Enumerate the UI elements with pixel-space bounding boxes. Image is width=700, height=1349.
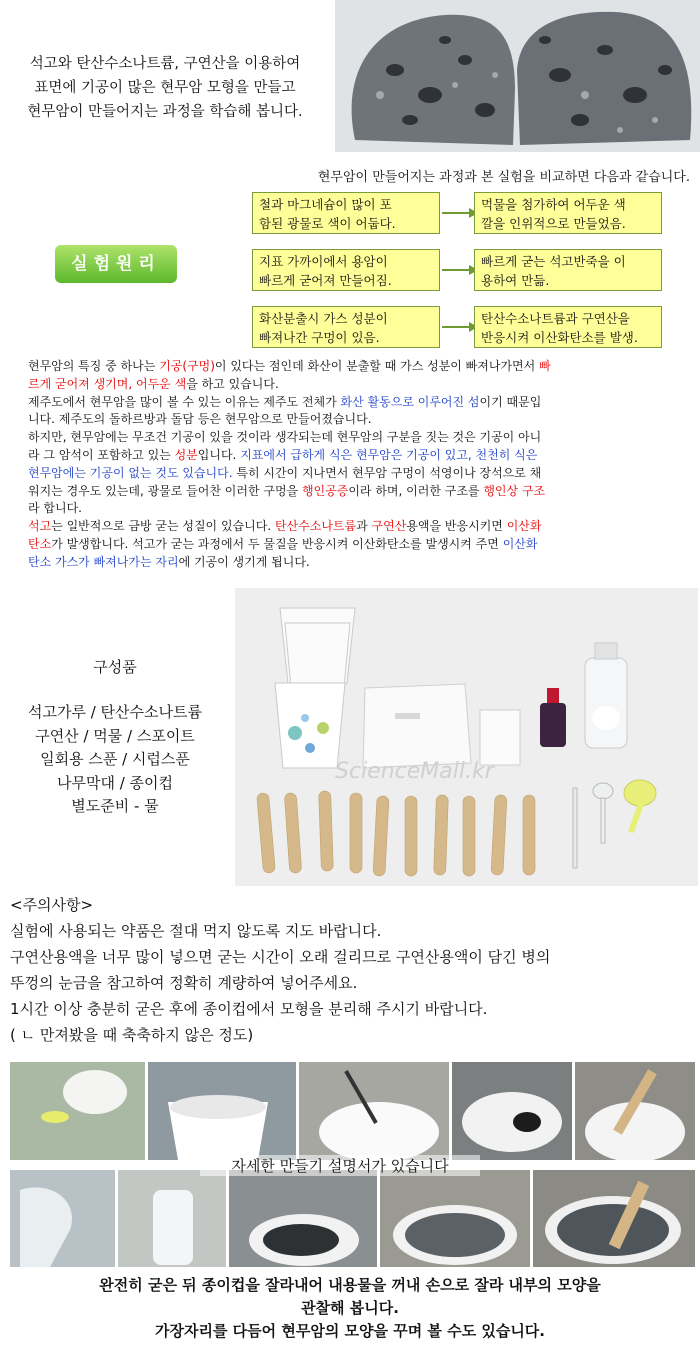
caution-line: ( ㄴ 만져봤을 때 축축하지 않은 정도) — [10, 1026, 254, 1044]
components-list — [0, 656, 230, 819]
cautions-title: <주의사항> — [10, 896, 94, 914]
final-instructions — [0, 1274, 700, 1343]
principle-box-left: 지표 가까이에서 용암이 빠르게 굳어져 만들어짐. — [252, 249, 440, 291]
components-title: 구성품 — [93, 658, 137, 676]
intro-line: 표면에 기공이 많은 현무암 모형을 만들고 — [34, 80, 296, 96]
component-item: 일회용 스푼 / 시럽스푼 — [40, 750, 190, 768]
caution-line: 실험에 사용되는 약품은 절대 먹지 않도록 지도 바랍니다. — [10, 922, 382, 940]
final-line: 가장자리를 다듬어 현무암의 모양을 꾸며 볼 수도 있습니다. — [154, 1322, 546, 1340]
caution-line: 1시간 이상 충분히 굳은 후에 종이컵에서 모형을 분리해 주시기 바랍니다. — [10, 1000, 488, 1018]
component-item: 구연산 / 먹물 / 스포이트 — [35, 726, 195, 745]
step-photo — [533, 1170, 695, 1267]
cautions — [10, 892, 700, 1048]
arrow-right-icon — [442, 321, 478, 333]
component-item: 석고가루 / 탄산수소나트륨 — [28, 703, 202, 721]
intro-line: 현무암이 만들어지는 과정을 학습해 봅니다. — [27, 104, 303, 120]
principle-box-left: 철과 마그네슘이 많이 포 함된 광물로 색이 어둡다. — [252, 192, 440, 234]
photo-caption: 자세한 만들기 설명서가 있습니다 — [200, 1155, 480, 1176]
principle-box-left: 화산분출시 가스 성분이 빠져나간 구멍이 있음. — [252, 306, 440, 348]
basalt-model-photo — [335, 0, 700, 152]
compare-heading: 현무암이 만들어지는 과정과 본 실험을 비교하면 다음과 같습니다. — [317, 170, 690, 185]
step-photo — [380, 1170, 530, 1267]
final-line: 완전히 굳은 뒤 종이컵을 잘라내어 내용물을 꺼내 손으로 잘라 내부의 모양을 — [99, 1276, 601, 1294]
kit-contents-photo — [235, 588, 698, 886]
principle-badge: 실험원리 — [55, 245, 177, 283]
caution-line: 구연산용액을 너무 많이 넣으면 굳는 시간이 오래 걸리므로 구연산용액이 담긴 병의 — [10, 948, 551, 966]
step-photo — [10, 1062, 145, 1160]
step-photo — [10, 1170, 115, 1267]
caution-line: 뚜껑의 눈금을 참고하여 정확히 계량하여 넣어주세요. — [10, 974, 358, 992]
kit-watermark: ScienceMall.kr — [335, 759, 494, 784]
arrow-right-icon — [442, 207, 478, 219]
step-photo — [452, 1062, 572, 1160]
step-photo — [299, 1062, 449, 1160]
step-photo — [148, 1062, 296, 1160]
intro-line: 석고와 탄산수소나트륨, 구연산을 이용하여 — [29, 56, 301, 72]
final-line: 관찰해 봅니다. — [301, 1299, 399, 1317]
intro-text — [0, 52, 330, 124]
arrow-right-icon — [442, 264, 478, 276]
principle-box-right: 빠르게 굳는 석고반죽을 이 용하여 만듦. — [474, 249, 662, 291]
principle-box-right: 먹물을 첨가하여 어두운 색 깔을 인위적으로 만들었음. — [474, 192, 662, 234]
principle-box-right: 탄산수소나트륨과 구연산을 반응시켜 이산화탄소를 발생. — [474, 306, 662, 348]
step-photo — [575, 1062, 695, 1160]
component-item: 나무막대 / 종이컵 — [56, 773, 174, 792]
step-photo — [229, 1170, 377, 1267]
explanation-paragraph: 현무암의 특징 중 하나는 기공(구멍)이 있다는 점인데 화산이 분출할 때 가스 성분이 빠져나가면서 빠 르게 굳어져 생기며, 어두운 색을 하고 있습니다. 제주도에서 현무암을 많이 볼 수 있는 이유는 제주도 전체가 화산 활동으로 이루어진 섬이기 때문입 니다. 제주도의 돌하르방과 돌담 등은 현무암으로 만들어졌습니다. 하지만, 현무암에는 무조건 기공이 있을 것이라 생각되는데 현무암의 구분을 짓는 것은 기공이 아니 라 그 암석이 포함하고 있는 성분입니다. 지표에서 급하게 식은 현무암은 기공이 있고, 천천히 식은 현무암에는 기공이 없는 것도 있습니다. 특히 시간이 지나면서 현무암 구멍이 석영이나 장석으로 채 워지는 경우도 있는데, 광물로 들어찬 이러한 구멍을 행인공증이라 하며, 이러한 구조를 행인상 구조 라 합니다. 석고는 일반적으로 금방 굳는 성질이 있습니다. 탄산수소나트륨과 구연산용액을 반응시키면 이산화 탄소가 발생합니다. 석고가 굳는 과정에서 두 물질을 반응시켜 이산화탄소를 발생시켜 주면 이산화 탄소 가스가 빠져나가는 자리에 기공이 생기게 됩니다. — [28, 359, 551, 569]
step-photos — [0, 1062, 700, 1267]
component-item: 별도준비 - 물 — [71, 797, 159, 815]
step-photo — [118, 1170, 226, 1267]
